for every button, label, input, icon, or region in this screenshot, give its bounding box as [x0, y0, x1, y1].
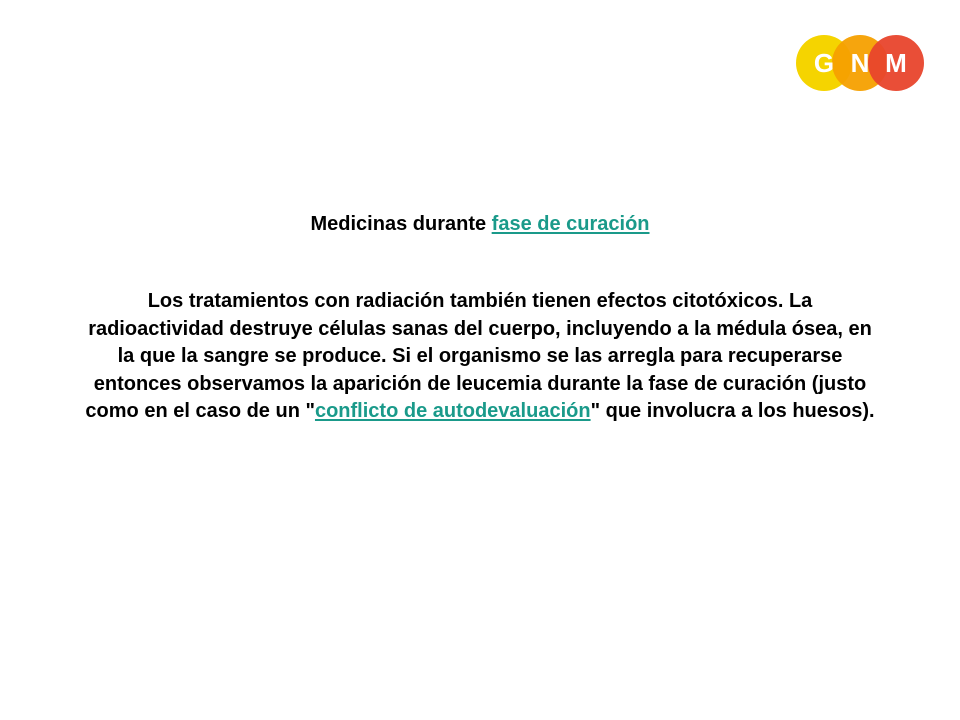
page-heading — [0, 210, 960, 238]
gnm-logo — [796, 34, 926, 92]
logo-letter-g: G — [813, 48, 835, 78]
logo-letter-n: N — [850, 48, 870, 78]
paragraph-text-after: " que involucra a los huesos). — [590, 400, 875, 422]
fase-de-curacion-link[interactable]: fase de curación — [491, 213, 650, 235]
logo-letter-m: M — [885, 48, 907, 78]
conflicto-autodevaluacion-link[interactable]: conflicto de autodevaluación — [314, 400, 591, 422]
paragraph-text-before: Los tratamientos con radiación también tienen efectos citotóxicos. La radioactividad destruye células sanas del cuerpo, incluyendo a la médula ósea, en la que la sangre se produce. Si el organismo se las arregla para recuperarse entonces observamos la aparición de leucemia durante la fase de curación (justo como en el caso de un " — [85, 290, 872, 422]
heading-prefix: Medicinas durante — [310, 213, 492, 235]
gnm-logo-graphic — [796, 34, 926, 92]
main-paragraph — [84, 288, 876, 426]
